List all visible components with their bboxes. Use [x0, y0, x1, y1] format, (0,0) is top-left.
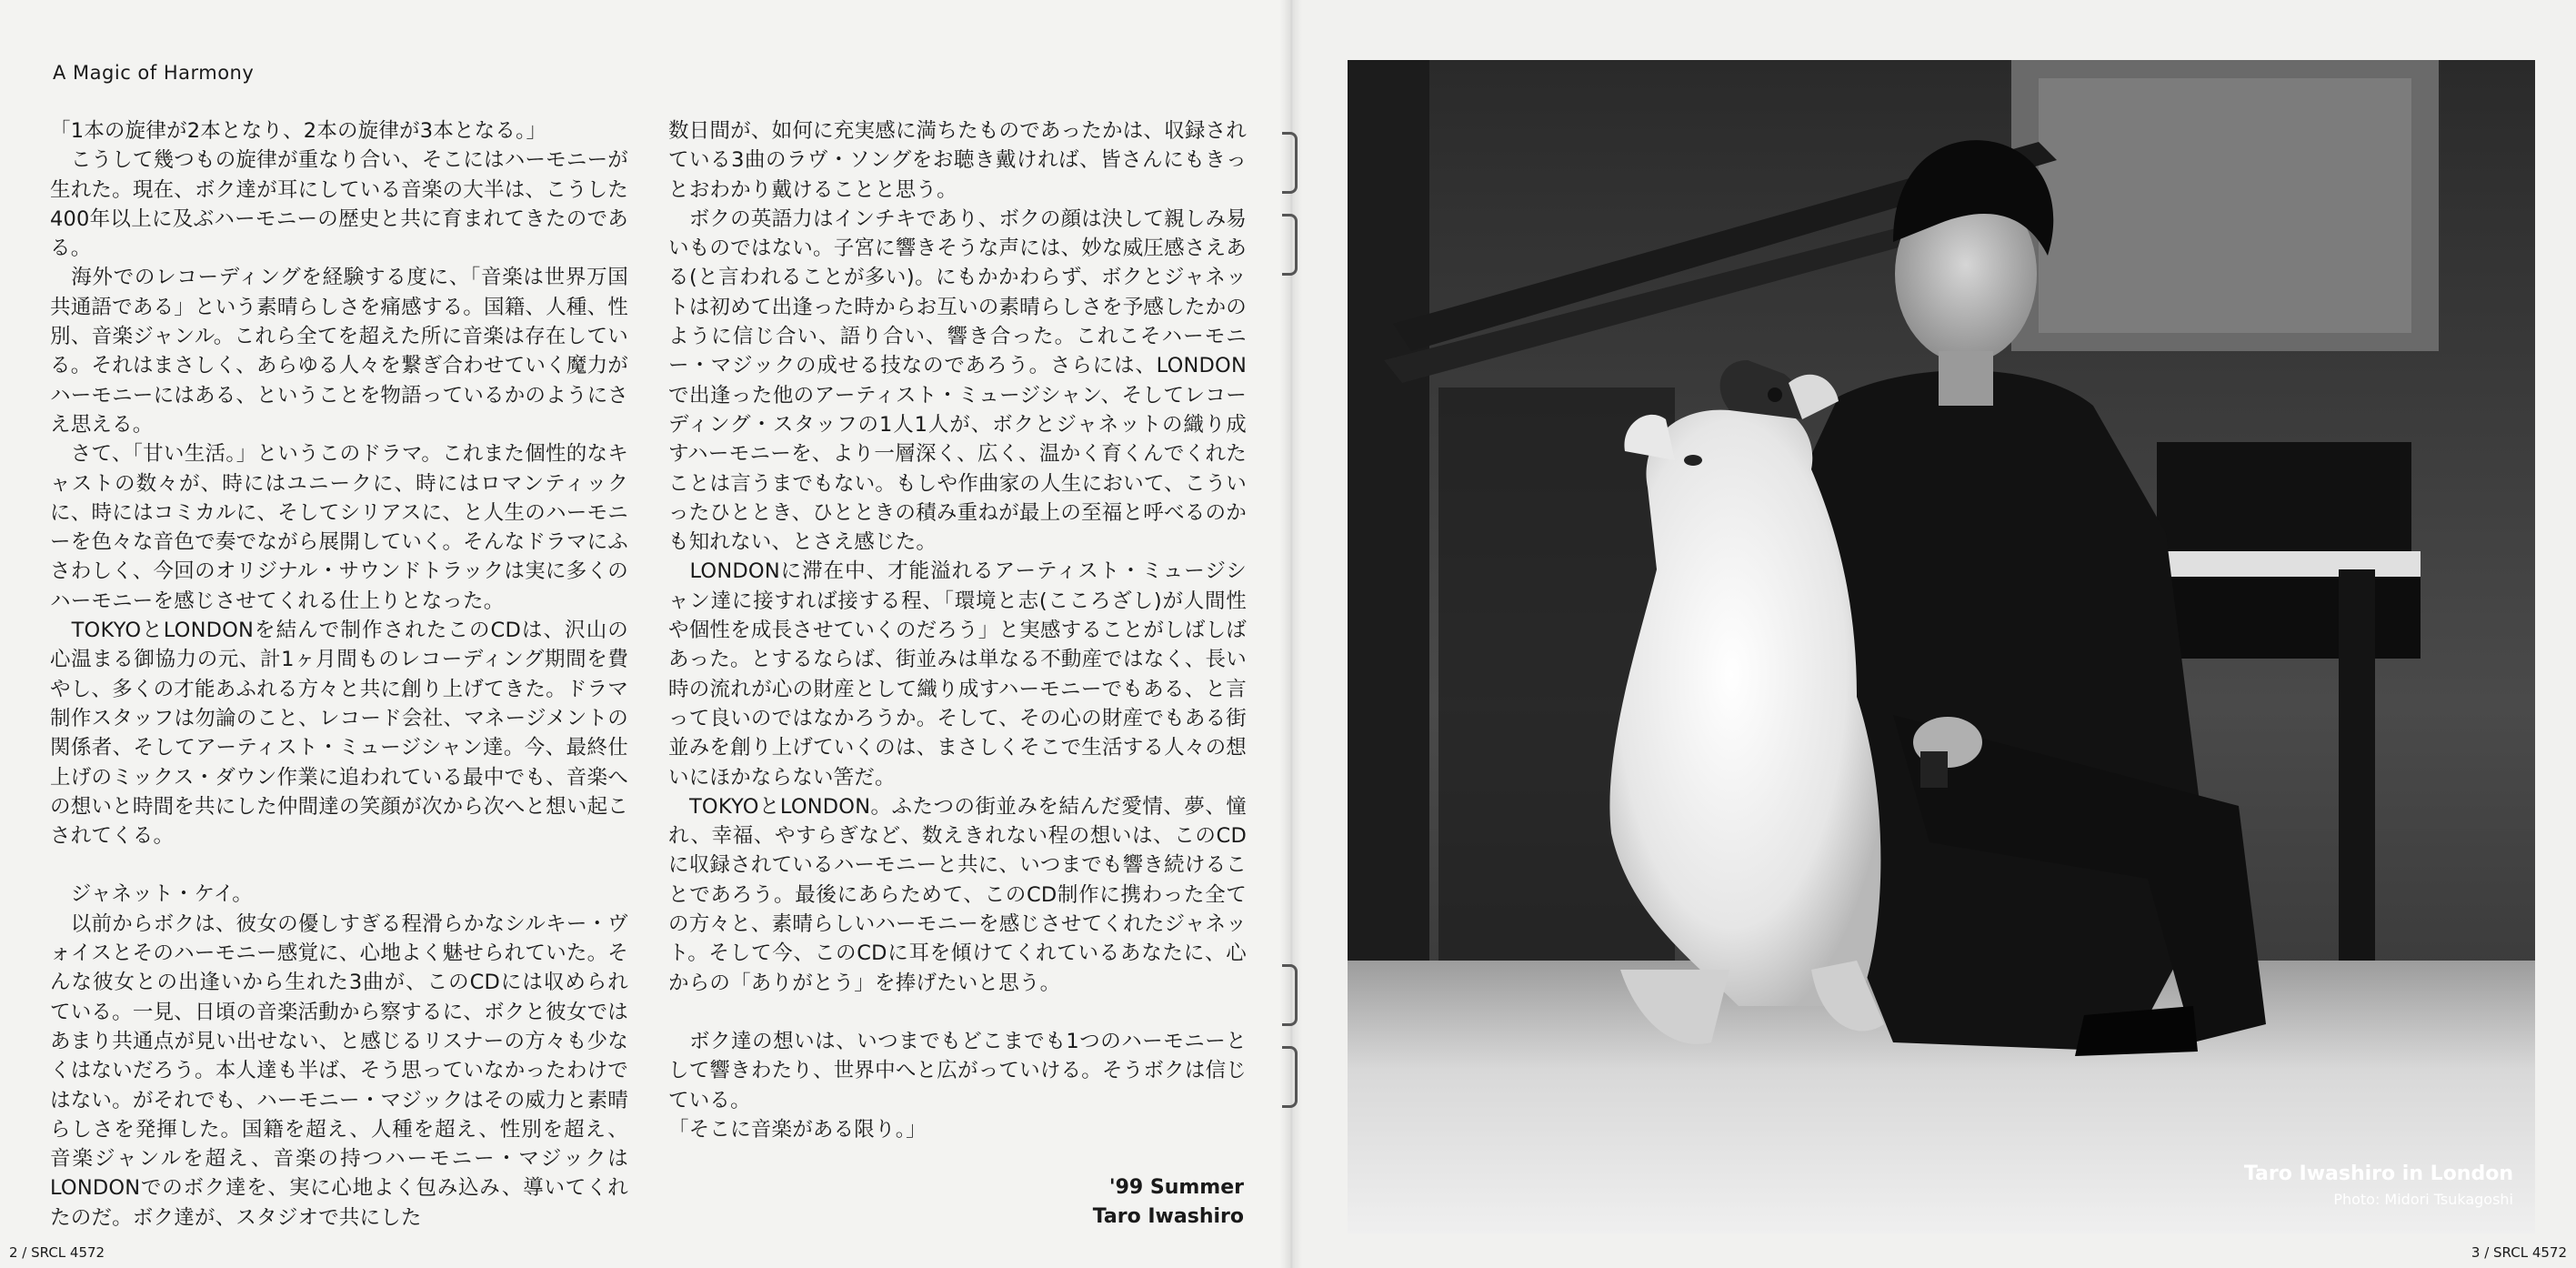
staple — [1282, 214, 1298, 276]
signature-author: Taro Iwashiro — [1092, 1205, 1244, 1228]
signature-block — [791, 1173, 1244, 1232]
staple — [1282, 964, 1298, 1026]
paragraph-gap — [50, 850, 628, 880]
paragraph: 数日間が、如何に充実感に満ちたものであったかは、収録されている3曲のラヴ・ソングをお聴き戴ければ、皆さんにもきっとおわかり戴けることと思う。 — [668, 119, 1247, 202]
page-number-right: 3 / SRCL 4572 — [2471, 1244, 2567, 1261]
staple — [1282, 1046, 1298, 1108]
page-number-left: 2 / SRCL 4572 — [9, 1244, 105, 1261]
signature-season: '99 Summer — [1108, 1176, 1244, 1199]
photo-caption-block — [2244, 1162, 2513, 1208]
paragraph: 「そこに音楽がある限り。」 — [668, 1117, 927, 1142]
paragraph: 海外でのレコーディングを経験する度に、「音楽は世界万国共通語である」という素晴らしさを痛感する。国籍、人種、性別、音楽ジャンル。これら全てを超えた所に音楽は存在している。それはまさしく、あらゆる人々を繋ぎ合わせていく魔力がハーモニーにはある、ということを物語っているかのようにさえ思える。 — [50, 266, 628, 437]
staple — [1282, 132, 1298, 194]
paragraph: さて、「甘い生活。」というこのドラマ。これまた個性的なキャストの数々が、時にはユニークに、時にはロマンティックに、時にはコミカルに、そしてシリアスに、と人生のハーモニーを色々な音色で奏でながら展開していく。そんなドラマにふさわしく、今回のオリジナル・サウンドトラックは実に多くのハーモニーを感じさせてくれる仕上りとなった。 — [50, 442, 628, 613]
paragraph: ボク達の想いは、いつまでもどこまでも1つのハーモニーとして響きわたり、世界中へと広がっていける。そうボクは信じている。 — [668, 1029, 1247, 1112]
text-column-2 — [668, 116, 1247, 1144]
paragraph: 以前からボクは、彼女の優しすぎる程滑らかなシルキー・ヴォイスとそのハーモニー感覚に、心地よく魅せられていた。そんな彼女との出逢いから生れた3曲が、このCDには収められている。一見、日頃の音楽活動から察するに、ボクと彼女ではあまり共通点が見い出せない、と感じるリスナーの方々も少なくはないだろう。本人達も半ば、そう思っていなかったわけではない。がそれでも、ハーモニー・マジックはその威力と素晴らしさを発揮した。国籍を超え、人種を超え、性別を超え、音楽ジャンルを超え、音楽の持つハーモニー・マジックはLONDONでのボク達を、実に心地よく包み込み、導いてくれたのだ。ボク達が、スタジオで共にした — [50, 911, 628, 1230]
paragraph: TOKYOとLONDON。ふたつの街並みを結んだ愛情、夢、憧れ、幸福、やすらぎなど、数えきれない程の想いは、このCDに収録されているハーモニーと共に、いつまでも響き続けることであろう。最後にあらためて、このCD制作に携わった全ての方々と、素晴らしいハーモニーを感じさせてくれたジャネット。そして今、このCDに耳を傾けてくれているあなたに、心からの「ありがとう」を捧げたいと思う。 — [668, 794, 1247, 995]
paragraph: TOKYOとLONDONを結んで制作されたこのCDは、沢山の心温まる御協力の元、計1ヶ月間ものレコーディング期間を費やし、多くの才能あふれる方々と共に創り上げてきた。ドラマ制作スタッフは勿論のこと、レコード会社、マネージメントの関係者、そしてアーティスト・ミュージシャン達。今、最終仕上げのミックス・ダウン作業に追われている最中でも、音楽への想いと時間を共にした仲間達の笑顔が次から次へと想い起こされてくる。 — [50, 619, 628, 849]
paragraph: ボクの英語力はインチキであり、ボクの顔は決して親しみ易いものではない。子宮に響きそうな声には、妙な威圧感さえある(と言われることが多い)。にもかかわらず、ボクとジャネットは初めて出逢った時からお互いの素晴らしさを予感したかのように信じ合い、語り合い、響き合った。これこそハーモニー・マジックの成せる技なのであろう。さらには、LONDONで出逢った他のアーティスト・ミュージシャン、そしてレコーディング・スタッフの1人1人が、ボクとジャネットの織り成すハーモニーを、より一層深く、広く、温かく育くんでくれたことは言うまでもない。もしや作曲家の人生において、こういったひととき、ひとときの積み重ねが最上の至福と呼べるのかも知れない、とさえ感じた。 — [668, 206, 1247, 555]
text-column-1 — [50, 116, 628, 1233]
paragraph: LONDONに滞在中、才能溢れるアーティスト・ミュージシャン達に接すれば接する程、「環境と志(こころざし)が人間性や個性を成長させていくのだろう」と実感することがしばしばあった。とするならば、街並みは単なる不動産ではなく、長い時の流れが心の財産として織り成すハーモニーでもある、と言って良いのではなかろうか。そして、その心の財産でもある街並みを創り上げていくのは、まさしくそこで生活する人々の想いにほかならない筈だ。 — [668, 559, 1247, 790]
portrait-photo — [1348, 60, 2535, 1233]
paragraph: 「1本の旋律が2本となり、2本の旋律が3本となる。」 — [50, 119, 547, 143]
paragraph: こうして幾つもの旋律が重なり合い、そこにはハーモニーが生れた。現在、ボク達が耳にしている音楽の大半は、こうした400年以上に及ぶハーモニーの歴史と共に育まれてきたのである。 — [50, 148, 628, 261]
photo-illustration — [1348, 60, 2535, 1233]
article-heading: A Magic of Harmony — [53, 62, 255, 84]
paragraph: ジャネット・ケイ。 — [50, 882, 253, 907]
photo-caption: Taro Iwashiro in London — [2243, 1162, 2513, 1185]
photo-credit: Photo: Midori Tsukagoshi — [2333, 1191, 2513, 1208]
paragraph-gap — [668, 998, 1247, 1027]
